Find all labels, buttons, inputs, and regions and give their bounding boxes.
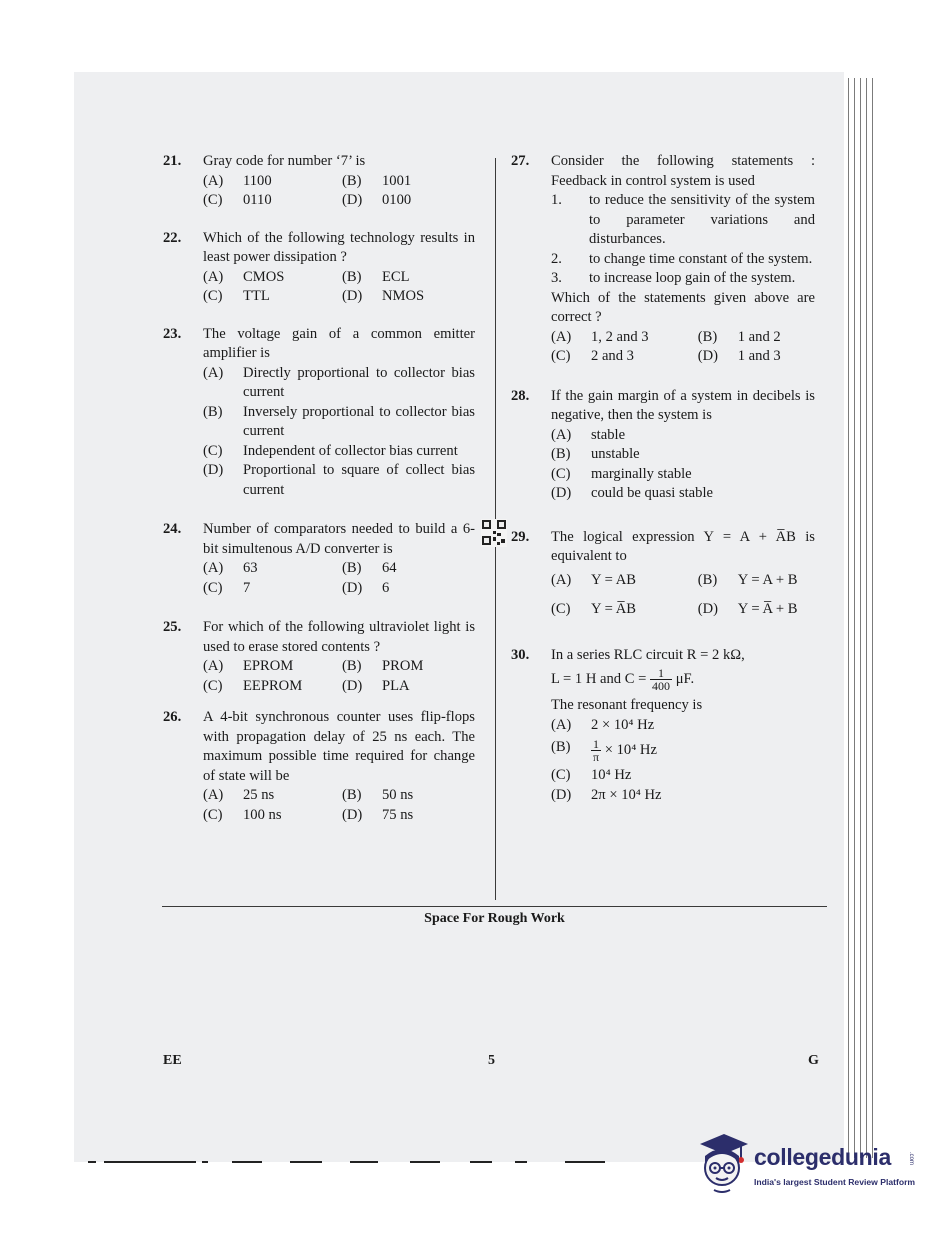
statement-2: 2. to change time constant of the system. <box>551 250 813 267</box>
options <box>203 172 475 211</box>
capacitance-fraction: $\frac{1}{400}$ <box>652 666 671 693</box>
question-number: 30. <box>511 646 530 663</box>
question-number: 22. <box>163 229 182 246</box>
options <box>203 786 475 825</box>
option-b: (B) $\frac{1}{\pi}$ × 10⁴ Hz <box>551 737 657 764</box>
right-column <box>511 152 815 817</box>
option-b: (B) 50 ns <box>342 787 414 803</box>
option-c: (C) Y = A̅B <box>551 601 636 617</box>
option-a: (A) 63 <box>203 560 258 576</box>
option-b: (B) Y = A + B <box>697 571 798 588</box>
question-22 <box>163 229 475 307</box>
option-b: (B) PROM <box>342 658 424 674</box>
option-d: (D) could be quasi stable <box>551 485 713 501</box>
question-text: In a series RLC circuit R = 2 kΩ, <box>551 646 745 663</box>
option-a: (A) Y = AB <box>551 571 636 588</box>
binding-edge <box>848 78 878 1158</box>
options <box>203 559 475 598</box>
option-a: (A) 2 × 10⁴ Hz <box>551 716 655 733</box>
logo-domain-suffix: .com <box>908 1152 914 1166</box>
question-number: 23. <box>163 325 182 342</box>
question-text: For which of the following ultraviolet light is used to erase stored contents ? <box>203 619 475 655</box>
option-c: (C) 0110 <box>203 192 272 208</box>
question-27 <box>511 152 815 367</box>
option-b: (B) unstable <box>551 446 640 462</box>
question-21 <box>163 152 475 211</box>
option-d: (D) Proportional to square of collect bias current <box>203 462 475 498</box>
option-a: (A) stable <box>551 426 626 443</box>
question-text: Number of comparators needed to build a 6-bit simultenous A/D converter is <box>203 521 475 557</box>
option-d: (D) PLA <box>342 677 410 694</box>
logo-tagline: India's largest Student Review Platform <box>754 1177 916 1187</box>
option-a: (A) EPROM <box>203 658 294 674</box>
left-column <box>163 152 475 837</box>
question-number: 29. <box>511 528 530 545</box>
option-d: (D) NMOS <box>342 288 425 304</box>
option-b: (B) ECL <box>342 268 410 285</box>
question-28 <box>511 387 815 504</box>
option-a: (A) Directly proportional to collector bias current <box>203 364 475 400</box>
options <box>203 657 475 696</box>
option-b: (B) 1001 <box>342 172 412 189</box>
rough-work-rule <box>162 906 827 907</box>
option-b: (B) 64 <box>342 560 397 576</box>
question-text: The logical expression Y = A + A̅B is equivalent to <box>551 528 815 564</box>
option-a: (A) 1, 2 and 3 <box>551 328 649 345</box>
footer-page-number: 5 <box>488 1053 495 1068</box>
option-a: (A) 25 ns <box>203 787 275 803</box>
option-a: (A) CMOS <box>203 268 285 285</box>
option-c: (C) 2 and 3 <box>551 348 634 364</box>
option-c: (C) Independent of collector bias current <box>203 442 458 459</box>
question-text: Gray code for number ‘7’ is <box>203 153 366 169</box>
question-text: A 4-bit synchronous counter uses flip-flops with propagation delay of 25 ns each. The maximum possible time required for change of state will be <box>203 709 475 784</box>
option-b: (B) 1 and 2 <box>697 328 781 345</box>
option-d: (D) 2π × 10⁴ Hz <box>551 786 662 803</box>
question-number: 21. <box>163 153 182 169</box>
question-text-tail: The resonant frequency is <box>551 697 703 713</box>
options <box>551 328 815 367</box>
option-c: (C) marginally stable <box>551 465 692 482</box>
graduate-mascot-icon <box>694 1132 752 1198</box>
option-c: (C) EEPROM <box>203 677 303 694</box>
footer-series: G <box>808 1053 819 1068</box>
question-number: 25. <box>163 619 182 635</box>
question-29 <box>511 528 815 620</box>
options <box>551 571 815 620</box>
question-text-continued: L = 1 H and C = $\frac{1}{400}$ μF. <box>551 666 695 693</box>
option-b: (B) Inversely proportional to collector bias current <box>203 403 475 439</box>
question-text: If the gain margin of a system in decibels is negative, then the system is <box>551 387 815 423</box>
question-text: Consider the following statements : Feedback in control system is used <box>551 153 815 189</box>
question-number: 27. <box>511 153 530 169</box>
footer-subject-code: EE <box>163 1053 182 1068</box>
question-23 <box>163 325 475 501</box>
option-c: (C) 10⁴ Hz <box>551 767 632 783</box>
logo-wordmark: collegedunia <box>754 1144 891 1170</box>
option-c: (C) TTL <box>203 288 270 304</box>
options <box>203 268 475 307</box>
question-26 <box>163 708 475 825</box>
option-d: (D) Y = A̅ + B <box>697 601 798 617</box>
option-c: (C) 100 ns <box>203 806 282 823</box>
question-text: Which of the following technology results in least power dissipation ? <box>203 229 475 265</box>
question-number: 28. <box>511 387 530 404</box>
option-d: (D) 0100 <box>342 192 412 208</box>
question-number: 26. <box>163 709 182 725</box>
question-followup: Which of the statements given above are correct ? <box>551 289 815 325</box>
option-a: (A) 1100 <box>203 172 272 189</box>
question-text: The voltage gain of a common emitter amplifier is <box>203 325 475 361</box>
rough-work-heading: Space For Rough Work <box>424 911 565 926</box>
collegedunia-logo <box>694 1132 924 1202</box>
statement-1: 1. to reduce the sensitivity of the system to parameter variations and disturbances. <box>551 192 815 247</box>
option-d: (D) 75 ns <box>342 806 414 823</box>
qr-code-icon <box>481 519 507 547</box>
option-c: (C) 7 <box>203 579 251 596</box>
one-over-pi-fraction: $\frac{1}{\pi}$ <box>593 737 600 764</box>
question-24 <box>163 520 475 598</box>
statement-3: 3. to increase loop gain of the system. <box>551 270 796 286</box>
question-25 <box>163 618 475 696</box>
option-d: (D) 1 and 3 <box>697 348 781 364</box>
question-number: 24. <box>163 521 182 537</box>
question-30 <box>511 646 815 806</box>
option-d: (D) 6 <box>342 579 390 596</box>
